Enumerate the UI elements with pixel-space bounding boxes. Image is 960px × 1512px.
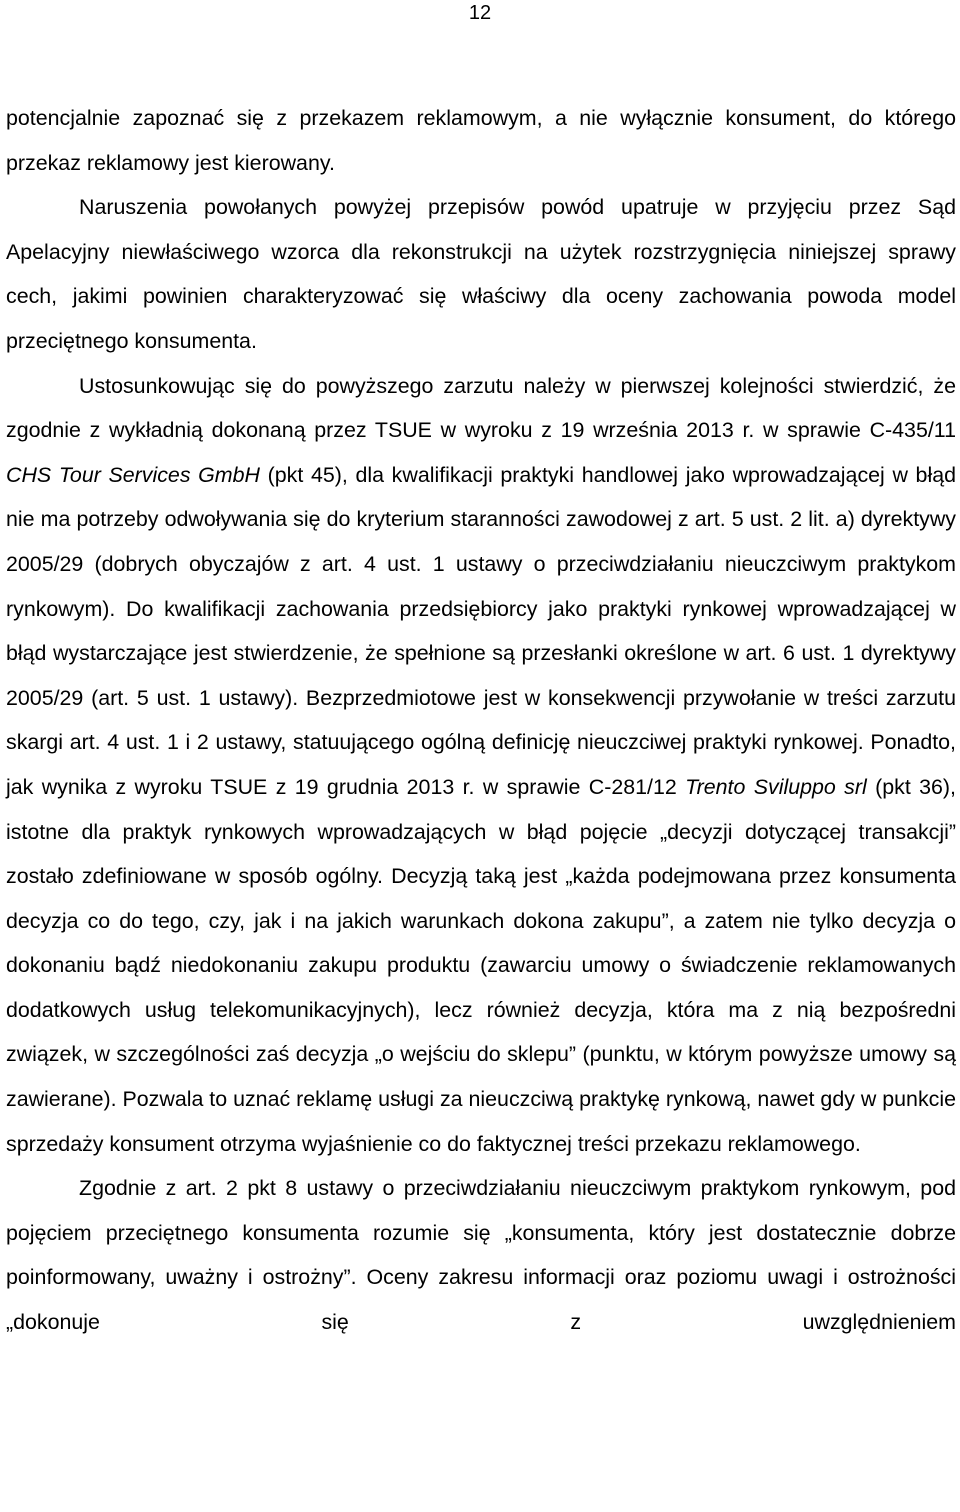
paragraph-text: Ustosunkowując się do powyższego zarzutu należy w pierwszej kolejności stwierdzić, że zgodnie z wykładnią dokonaną przez TSUE w wyroku z 19 września 2013 r. w sprawie C-435/11 — [6, 373, 956, 443]
document-body — [6, 96, 956, 1345]
paragraph — [6, 185, 956, 363]
paragraph-text: (pkt 36), istotne dla praktyk rynkowych wprowadzających w błąd pojęcie „decyzji dotyczącej transakcji” zostało zdefiniowane w sposób ogólny. Decyzją taką jest „każda podejmowana przez konsumenta decyzja co do tego, czy, jak i na jakich warunkach dokona zakupu”, a zatem nie tylko decyzja o dokonaniu bądź niedokonaniu zakupu produktu (zawarciu umowy o świadczenie reklamowanych dodatkowych usług telekomunikacyjnych), lecz również decyzja, która ma z nią bezpośredni związek, w szczególności zaś decyzja „o wejściu do sklepu” (punktu, w którym powyższe umowy są zawierane). Pozwala to uznać reklamę usługi za nieuczciwą praktykę rynkową, nawet gdy w punkcie sprzedaży konsument otrzyma wyjaśnienie co do faktycznej treści przekazu reklamowego. — [6, 774, 956, 1156]
page-number: 12 — [468, 2, 492, 24]
paragraph-text: potencjalnie zapoznać się z przekazem reklamowym, a nie wyłącznie konsument, do którego przekaz reklamowy jest kierowany. — [6, 106, 956, 175]
paragraph — [6, 364, 956, 1167]
paragraph — [6, 96, 956, 185]
paragraph — [6, 1166, 956, 1344]
paragraph-text: Naruszenia powołanych powyżej przepisów powód upatruje w przyjęciu przez Sąd Apelacyjny niewłaściwego wzorca dla rekonstrukcji na użytek rozstrzygnięcia niniejszej sprawy cech, jakimi powinien charakteryzować się właściwy dla oceny zachowania powoda model przeciętnego konsumenta. — [6, 195, 956, 353]
paragraph-text: (pkt 45), dla kwalifikacji praktyki handlowej jako wprowadzającej w błąd nie ma potrzeby odwoływania się do kryterium staranności zawodowej z art. 5 ust. 2 lit. a) dyrektywy 2005/29 (dobrych obyczajów z art. 4 ust. 1 ustawy o przeciwdziałaniu nieuczciwym praktykom rynkowym). Do kwalifikacji zachowania przedsiębiorcy jako praktyki rynkowej wprowadzającej w błąd wystarczające jest stwierdzenie, że spełnione są przesłanki określone w art. 6 ust. 1 dyrektywy 2005/29 (art. 5 ust. 1 ustawy). Bezprzedmiotowe jest w konsekwencji przywołanie w treści zarzutu skargi art. 4 ust. 1 i 2 ustawy, statuującego ogólną definicję nieuczciwej praktyki rynkowej. Ponadto, jak wynika z wyroku TSUE z 19 grudnia 2013 r. w sprawie C-281/12 — [6, 462, 956, 799]
case-name-italic: Trento Sviluppo srl — [685, 774, 867, 799]
paragraph-text: Zgodnie z art. 2 pkt 8 ustawy o przeciwdziałaniu nieuczciwym praktykom rynkowym, pod pojęciem przeciętnego konsumenta rozumie się „konsumenta, który jest dostatecznie dobrze poinformowany, uważny i ostrożny”. Oceny zakresu informacji oraz poziomu uwagi i ostrożności „dokonuje się z uwzględnieniem — [6, 1176, 956, 1335]
case-name-italic: CHS Tour Services GmbH — [6, 462, 260, 487]
